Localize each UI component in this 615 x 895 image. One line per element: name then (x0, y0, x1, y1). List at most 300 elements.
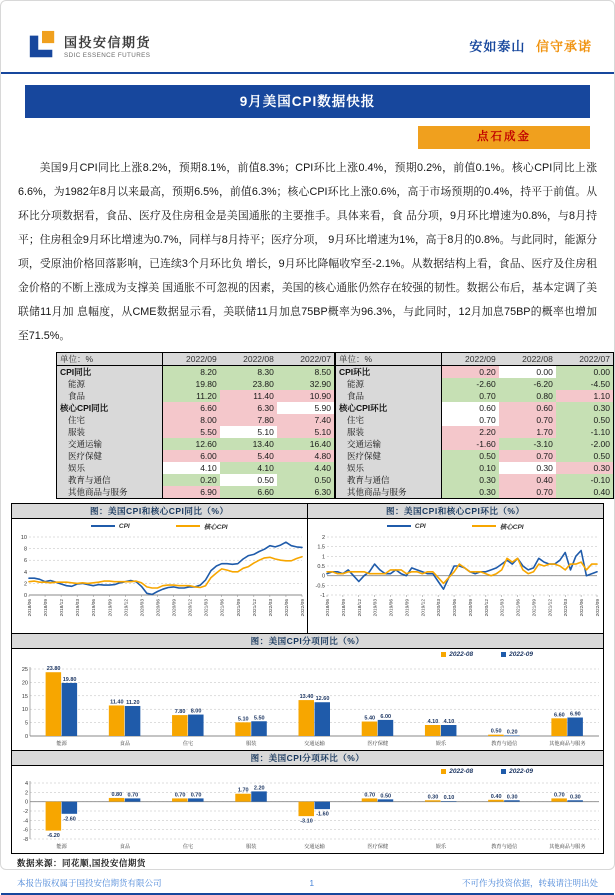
svg-text:0.70: 0.70 (174, 792, 186, 799)
slogan-secondary: 信守承诺 (535, 38, 592, 54)
svg-text:2022/03: 2022/03 (563, 599, 569, 617)
svg-text:2019/09: 2019/09 (404, 599, 410, 617)
table-cell: 7.40 (277, 414, 335, 426)
svg-text:5.50: 5.50 (253, 715, 265, 722)
svg-text:娱乐: 娱乐 (435, 741, 447, 747)
svg-text:0: 0 (23, 593, 27, 599)
table-cell: 4.80 (277, 450, 335, 462)
unit-label: 单位：% (336, 353, 442, 366)
svg-text:2021/09: 2021/09 (236, 599, 242, 617)
svg-text:4: 4 (23, 569, 27, 576)
cpi-data-tables (56, 352, 614, 499)
svg-text:10: 10 (20, 535, 27, 541)
table-cell: 0.30 (556, 402, 614, 414)
table-cell: 0.70 (499, 450, 556, 462)
table-cell: 0.20 (441, 366, 499, 379)
row-label: 能源 (57, 378, 163, 390)
svg-text:服装: 服装 (246, 741, 257, 747)
svg-text:2018/12: 2018/12 (357, 599, 363, 617)
svg-text:-0.5: -0.5 (315, 583, 325, 590)
svg-text:-1.60: -1.60 (316, 811, 329, 818)
svg-text:11.20: 11.20 (126, 699, 140, 706)
table-cell: -3.10 (499, 438, 556, 450)
table-cell: 5.90 (277, 402, 335, 414)
row-label: 核心CPI同比 (57, 402, 163, 414)
table-row (57, 474, 335, 486)
chart-legend (12, 649, 603, 660)
chart-cpi-yoy-line (12, 504, 308, 633)
svg-text:-6: -6 (23, 827, 28, 834)
svg-text:其他商品与服务: 其他商品与服务 (549, 844, 586, 850)
svg-text:0.70: 0.70 (190, 792, 202, 799)
table-header-row (336, 353, 614, 366)
chart-legend (308, 519, 604, 533)
row-label: 娱乐 (57, 462, 163, 474)
legend-item (472, 522, 524, 531)
legend-label: 2022-09 (509, 768, 533, 775)
unit-label: 单位：% (57, 353, 163, 366)
table-cell: 8.20 (162, 366, 220, 379)
svg-text:6.60: 6.60 (554, 712, 565, 719)
table-cell: -0.10 (556, 474, 614, 486)
table-cell: 0.60 (499, 402, 556, 414)
table-row (57, 450, 335, 462)
svg-text:2022/06: 2022/06 (579, 599, 585, 617)
svg-text:0.70: 0.70 (127, 792, 139, 799)
column-header: 2022/09 (162, 353, 220, 366)
table-header-row (57, 353, 335, 366)
table-row (336, 462, 614, 474)
table-row (336, 366, 614, 379)
svg-text:能源: 能源 (56, 741, 67, 747)
svg-text:0.80: 0.80 (111, 791, 123, 798)
table-cell: 6.30 (220, 402, 277, 414)
table-cell: -2.00 (556, 438, 614, 450)
company-name (64, 32, 151, 59)
report-body-paragraph: 美国9月CPI同比上涨8.2%，预期8.1%，前值8.3%；CPI环比上涨0.4%，预期0.2%，前值0.1%。核心CPI同比上涨6.6%，为1982年8月以来最高，预期6.5%，前值6.3%；核心CPI环比上涨0.6%，高于市场预期的0.4%，持平于前值。从环比分项数据看，食品、医疗及住房租金是美国通胀的主要推手。具体来看，食 品分项，9月环比增速为0.8%，与8月持平；住房租金9月环比增速为0.7%，同样与8月持平；医疗分项， 9月环比增速为1%，高于8月的0.8%。与此同时，能源分项，受原油价格回落影响，已连续3个月环比负 增长，9月环比降幅收窄至-2.1%。从数据结构上看，食品、医疗及住房租金价格的不断上涨成为支撑美 国通胀不可忽视的因素，美国的核心通胀仍然存在较强的韧性。数据公布后，基本定调了美联储11月加 息幅度，从CME数据显示看，美联储11月加息75BP概率为96.3%，与此同时，12月加息75BP的概率也增加 至71.5%。 (18, 162, 597, 342)
table-cell: 0.00 (499, 366, 556, 379)
table-cell: 23.80 (220, 378, 277, 390)
table-cell: -6.20 (499, 378, 556, 390)
svg-text:医疗保健: 医疗保健 (367, 741, 389, 747)
table-cell: -2.60 (441, 378, 499, 390)
svg-text:6.90: 6.90 (570, 711, 581, 718)
row-label: 住宅 (57, 414, 163, 426)
svg-text:2020/09: 2020/09 (468, 599, 474, 617)
table-cell: 5.40 (220, 450, 277, 462)
svg-text:-8: -8 (23, 837, 28, 843)
svg-text:2: 2 (321, 535, 325, 541)
legend-item (501, 768, 533, 775)
svg-text:0.30: 0.30 (427, 794, 439, 801)
svg-text:0.30: 0.30 (506, 794, 518, 801)
cpi-components-mom-bar-plot (12, 777, 605, 853)
svg-text:4: 4 (24, 781, 28, 787)
row-label: 娱乐 (336, 462, 442, 474)
row-label: 食品 (336, 390, 442, 402)
table-row (57, 462, 335, 474)
table-row (336, 402, 614, 414)
svg-text:能源: 能源 (56, 844, 67, 850)
table-cell: 12.60 (162, 438, 220, 450)
svg-text:2022/09: 2022/09 (301, 599, 306, 617)
row-label: 医疗保健 (336, 450, 442, 462)
cpi-yoy-line-plot (12, 533, 308, 633)
legend-square-swatch (501, 652, 506, 657)
table-row (336, 414, 614, 426)
svg-text:2020/06: 2020/06 (452, 599, 458, 617)
table-cell: 0.30 (499, 462, 556, 474)
svg-text:25: 25 (21, 667, 28, 673)
svg-text:0.70: 0.70 (364, 792, 376, 799)
table-cell: 0.70 (499, 414, 556, 426)
legend-label: 2022-09 (509, 651, 533, 658)
row-label: 服装 (336, 426, 442, 438)
table-row (336, 378, 614, 390)
table-cell: 2.20 (441, 426, 499, 438)
row-label: CPI同比 (57, 366, 163, 379)
svg-text:2: 2 (23, 581, 27, 588)
table-row (336, 438, 614, 450)
table-cell: 10.90 (277, 390, 335, 402)
svg-text:2019/03: 2019/03 (76, 599, 82, 617)
row-label: 能源 (336, 378, 442, 390)
legend-line-swatch (91, 525, 115, 528)
table-cell: 4.10 (220, 462, 277, 474)
table-row (57, 378, 335, 390)
svg-text:2018/09: 2018/09 (341, 599, 347, 617)
disclaimer-note: 不可作为投资依据，转载请注明出处 (461, 878, 598, 888)
svg-text:0.30: 0.30 (570, 794, 581, 801)
company-slogan (469, 36, 592, 55)
row-label: 交通运输 (57, 438, 163, 450)
legend-item (441, 768, 473, 775)
table-cell: 4.10 (162, 462, 220, 474)
svg-text:4.10: 4.10 (427, 719, 439, 726)
table-row (57, 414, 335, 426)
table-cell: 0.30 (441, 474, 499, 486)
table-cell: 8.00 (162, 414, 220, 426)
svg-text:5.40: 5.40 (364, 715, 376, 722)
svg-text:2018/06: 2018/06 (28, 599, 33, 617)
svg-text:2020/06: 2020/06 (156, 599, 162, 617)
svg-text:住宅: 住宅 (182, 844, 194, 850)
table-row (336, 486, 614, 499)
legend-item (441, 651, 473, 658)
chart-cpi-components-yoy (12, 633, 603, 750)
table-cell: 0.50 (556, 414, 614, 426)
svg-text:2020/12: 2020/12 (188, 599, 194, 617)
table-cell: 0.10 (441, 462, 499, 474)
company-logo (27, 30, 151, 60)
table-cell: 6.90 (162, 486, 220, 499)
table-cell: 11.20 (162, 390, 220, 402)
svg-text:0.50: 0.50 (380, 793, 392, 800)
legend-line-swatch (176, 525, 200, 528)
legend-label: 核心CPI (499, 523, 524, 531)
table-cell: 1.70 (499, 426, 556, 438)
table-cell: 0.50 (220, 474, 277, 486)
svg-text:2020/03: 2020/03 (436, 599, 442, 617)
svg-text:-6.20: -6.20 (47, 833, 60, 840)
table-row (57, 486, 335, 499)
legend-square-swatch (501, 769, 506, 774)
table-cell: 1.10 (556, 390, 614, 402)
svg-text:住宅: 住宅 (182, 741, 194, 747)
badge-row (25, 126, 590, 149)
svg-text:2022/09: 2022/09 (595, 599, 601, 617)
svg-text:2020/03: 2020/03 (140, 599, 146, 617)
svg-text:2019/06: 2019/06 (92, 599, 98, 617)
svg-text:7.80: 7.80 (174, 709, 186, 716)
table-cell: 4.40 (277, 462, 335, 474)
svg-text:食品: 食品 (119, 741, 131, 747)
column-header: 2022/07 (556, 353, 614, 366)
svg-text:20: 20 (21, 680, 28, 687)
svg-text:2019/12: 2019/12 (124, 599, 130, 617)
svg-text:19.80: 19.80 (62, 676, 77, 683)
svg-text:医疗保健: 医疗保健 (367, 844, 389, 850)
table-cell: 13.40 (220, 438, 277, 450)
table-cell: 0.50 (441, 450, 499, 462)
svg-text:6: 6 (23, 558, 27, 565)
table-row (57, 390, 335, 402)
svg-text:2019/03: 2019/03 (373, 599, 379, 617)
svg-text:0.5: 0.5 (316, 564, 325, 570)
svg-text:0.70: 0.70 (554, 792, 565, 799)
row-label: 服装 (57, 426, 163, 438)
row-label: CPI环比 (336, 366, 442, 379)
svg-text:11.40: 11.40 (110, 699, 124, 706)
svg-text:0: 0 (321, 573, 325, 580)
table-cell: 7.80 (220, 414, 277, 426)
svg-text:-3.10: -3.10 (300, 818, 313, 825)
column-header: 2022/08 (220, 353, 277, 366)
svg-text:23.80: 23.80 (46, 666, 61, 673)
svg-text:2019/06: 2019/06 (389, 599, 395, 617)
table-cell: 0.30 (441, 486, 499, 499)
svg-text:0: 0 (24, 799, 28, 806)
svg-text:5.10: 5.10 (237, 716, 249, 723)
svg-text:1.5: 1.5 (316, 544, 325, 551)
svg-text:2021/06: 2021/06 (516, 599, 522, 617)
slogan-primary: 安如泰山 (469, 38, 526, 54)
chart-title: 图：美国CPI分项环比（%） (12, 751, 603, 766)
row-label: 食品 (57, 390, 163, 402)
svg-text:6.00: 6.00 (380, 713, 392, 720)
svg-text:1.70: 1.70 (237, 787, 249, 794)
table-row (336, 390, 614, 402)
chart-cpi-mom-line (308, 504, 604, 633)
legend-label: 2022-08 (449, 768, 474, 775)
legend-square-swatch (441, 769, 446, 774)
charts-section (11, 503, 604, 854)
svg-text:2021/12: 2021/12 (252, 599, 258, 617)
svg-text:2020/09: 2020/09 (172, 599, 178, 617)
svg-text:0.20: 0.20 (506, 729, 518, 736)
cpi-components-yoy-bar-plot (12, 660, 605, 750)
page-footer (17, 877, 598, 889)
table-cell: 16.40 (277, 438, 335, 450)
column-header: 2022/08 (499, 353, 556, 366)
legend-line-swatch (387, 525, 411, 528)
table-cell: 11.40 (220, 390, 277, 402)
legend-square-swatch (441, 652, 446, 657)
legend-item (501, 651, 533, 658)
legend-label: 2022-08 (449, 651, 474, 658)
legend-label: CPI (414, 522, 426, 530)
table-cell: 5.50 (162, 426, 220, 438)
table-cell: 0.20 (162, 474, 220, 486)
data-source-note: 数据来源：同花顺,国投安信期货 (17, 858, 146, 868)
svg-text:2020/12: 2020/12 (484, 599, 490, 617)
legend-item (91, 523, 130, 530)
svg-text:2019/09: 2019/09 (108, 599, 114, 617)
table-cell: 0.00 (556, 366, 614, 379)
svg-text:0.10: 0.10 (443, 795, 455, 802)
table-cell: 8.30 (220, 366, 277, 379)
legend-item (176, 522, 228, 531)
table-cell: 32.90 (277, 378, 335, 390)
row-label: 交通运输 (336, 438, 442, 450)
svg-text:其他商品与服务: 其他商品与服务 (549, 741, 586, 747)
svg-text:-2: -2 (23, 809, 28, 815)
table-cell: 6.60 (220, 486, 277, 499)
column-header: 2022/07 (277, 353, 335, 366)
svg-text:0: 0 (24, 734, 28, 740)
svg-text:教育与通信: 教育与通信 (491, 844, 518, 850)
svg-text:0.40: 0.40 (490, 793, 502, 800)
svg-text:15: 15 (21, 693, 28, 700)
cpi-yoy-table (56, 352, 335, 499)
row-label: 其他商品与服务 (57, 486, 163, 499)
svg-text:2021/03: 2021/03 (500, 599, 506, 617)
table-cell: 0.40 (556, 486, 614, 499)
svg-text:1: 1 (321, 554, 325, 561)
line-charts-row (12, 504, 603, 633)
svg-text:2021/06: 2021/06 (220, 599, 226, 617)
table-cell: 0.70 (499, 486, 556, 499)
svg-text:5: 5 (24, 720, 28, 727)
svg-text:交通运输: 交通运输 (304, 844, 325, 850)
column-header: 2022/09 (441, 353, 499, 366)
table-row (57, 438, 335, 450)
svg-text:2.20: 2.20 (253, 785, 265, 792)
table-cell: 0.70 (441, 414, 499, 426)
cpi-mom-table (335, 352, 614, 499)
row-label: 核心CPI环比 (336, 402, 442, 414)
header-divider (1, 72, 614, 74)
table-cell: 19.80 (162, 378, 220, 390)
table-cell: 0.40 (499, 474, 556, 486)
column-badge: 点石成金 (418, 126, 590, 149)
chart-title: 图：美国CPI和核心CPI同比（%） (12, 504, 307, 519)
svg-text:2018/09: 2018/09 (44, 599, 50, 617)
svg-text:教育与通信: 教育与通信 (491, 741, 518, 747)
table-row (57, 402, 335, 414)
table-cell: 0.60 (441, 402, 499, 414)
svg-text:10: 10 (21, 707, 28, 714)
svg-text:-2.60: -2.60 (63, 816, 76, 823)
chart-title: 图：美国CPI分项同比（%） (12, 634, 603, 649)
svg-text:娱乐: 娱乐 (435, 844, 447, 850)
svg-text:-1: -1 (319, 593, 325, 599)
svg-text:-4: -4 (23, 818, 28, 825)
row-label: 其他商品与服务 (336, 486, 442, 499)
table-cell: 5.10 (220, 426, 277, 438)
legend-label: CPI (118, 522, 130, 530)
svg-text:2019/12: 2019/12 (420, 599, 426, 617)
table-cell: -1.60 (441, 438, 499, 450)
svg-text:2021/09: 2021/09 (531, 599, 537, 617)
legend-line-swatch (472, 525, 496, 528)
svg-text:服装: 服装 (246, 844, 257, 850)
svg-text:交通运输: 交通运输 (304, 741, 325, 747)
table-row (336, 450, 614, 462)
table-row (57, 426, 335, 438)
table-cell: 6.60 (162, 402, 220, 414)
svg-text:8.00: 8.00 (190, 708, 202, 715)
table-cell: 0.30 (556, 462, 614, 474)
svg-text:食品: 食品 (119, 844, 131, 850)
legend-item (387, 523, 426, 530)
table-cell: 6.00 (162, 450, 220, 462)
row-label: 教育与通信 (57, 474, 163, 486)
svg-text:2022/06: 2022/06 (284, 599, 290, 617)
company-name-cn: 国投安信期货 (64, 34, 152, 50)
chart-cpi-components-mom (12, 750, 603, 853)
page-number: 1 (309, 878, 315, 888)
cpi-mom-line-plot (308, 533, 603, 633)
chart-legend (12, 519, 307, 533)
chart-title: 图：美国CPI和核心CPI环比（%） (308, 504, 604, 519)
table-row (336, 474, 614, 486)
report-title: 9月美国CPI数据快报 (25, 85, 590, 118)
company-name-en: SDIC ESSENCE FUTURES (64, 51, 151, 59)
table-row (57, 366, 335, 379)
svg-text:8: 8 (23, 546, 27, 553)
table-cell: 8.50 (277, 366, 335, 379)
table-cell: 0.50 (556, 450, 614, 462)
svg-text:12.60: 12.60 (315, 696, 330, 703)
legend-label: 核心CPI (203, 523, 228, 531)
table-cell: 6.30 (277, 486, 335, 499)
table-cell: 0.70 (441, 390, 499, 402)
table-cell: -1.10 (556, 426, 614, 438)
row-label: 住宅 (336, 414, 442, 426)
svg-text:2021/12: 2021/12 (547, 599, 553, 617)
copyright-note: 本报告版权属于国投安信期货有限公司 (17, 878, 162, 888)
svg-text:2: 2 (24, 790, 28, 797)
row-label: 医疗保健 (57, 450, 163, 462)
svg-text:0.50: 0.50 (490, 728, 502, 735)
svg-text:2022/03: 2022/03 (268, 599, 274, 617)
svg-text:4.10: 4.10 (443, 719, 455, 726)
svg-text:2018/06: 2018/06 (325, 599, 331, 617)
table-cell: 0.80 (499, 390, 556, 402)
table-cell: 5.10 (277, 426, 335, 438)
svg-text:2018/12: 2018/12 (60, 599, 66, 617)
svg-text:2021/03: 2021/03 (204, 599, 210, 617)
row-label: 教育与通信 (336, 474, 442, 486)
table-row (336, 426, 614, 438)
table-cell: 0.50 (277, 474, 335, 486)
table-cell: -4.50 (556, 378, 614, 390)
chart-legend (12, 766, 603, 777)
svg-text:13.40: 13.40 (299, 694, 314, 701)
page-header (1, 1, 614, 65)
company-logo-icon (27, 30, 57, 60)
